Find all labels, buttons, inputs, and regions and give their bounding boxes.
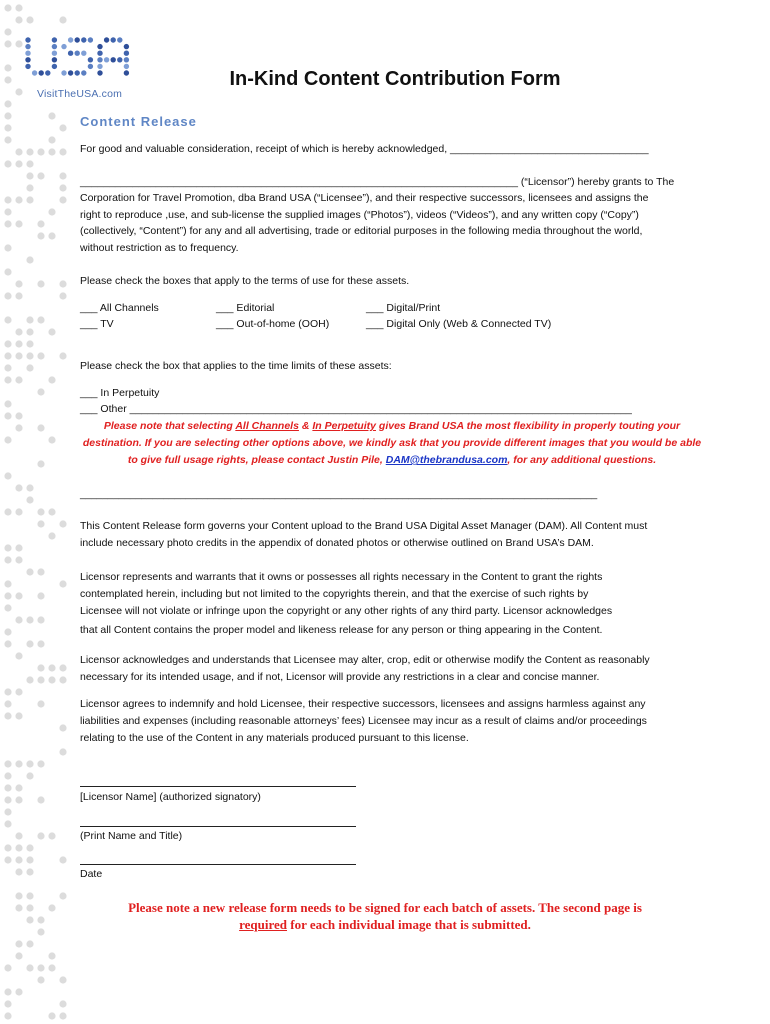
option-other[interactable]: ___ Other ______________________________________________________________________________________ xyxy=(80,403,632,415)
option-digital-only[interactable]: ___ Digital Only (Web & Connected TV) xyxy=(366,318,552,330)
intro-line-2: ___________________________________________________________________________ (“Licensor”) hereby grants to The xyxy=(80,176,675,188)
dam-email-link[interactable]: DAM@thebrandusa.com xyxy=(385,454,508,466)
warrant-paragraph-line-1: Licensor represents and warrants that it owns or possesses all rights necessary in the Content to grant the rights xyxy=(80,571,603,583)
alter-paragraph-line-2: necessary for its intended usage, and if not, Licensor will provide any restrictions in a clear and concise manner. xyxy=(80,671,600,683)
alter-paragraph-line-1: Licensor acknowledges and understands that Licensee may alter, crop, edit or otherwise modify the Content as reasonably xyxy=(80,654,650,666)
usage-rights-note xyxy=(80,418,704,469)
print-name-label: (Print Name and Title) xyxy=(80,830,183,842)
section-divider: _____________________________________________________________________________________________ xyxy=(80,489,598,500)
section-title: Content Release xyxy=(80,114,197,129)
warrant-paragraph-line-3: Licensee will not violate or infringe upon the copyright or any other rights of any third party. Licensor acknowledges xyxy=(80,605,613,617)
final-note-line-1: Please note a new release form needs to be signed for each batch of assets. The second page is xyxy=(128,900,642,915)
date-line[interactable] xyxy=(80,864,356,865)
option-in-perpetuity[interactable]: ___ In Perpetuity xyxy=(80,387,160,399)
licensor-signature-line[interactable] xyxy=(80,786,356,787)
note-all-channels: All Channels xyxy=(235,420,299,432)
intro-line-3: Corporation for Travel Promotion, dba Brand USA (“Licensee”), and their respective successors, licensees and assigns the xyxy=(80,192,649,204)
final-note-line-2-rest: for each individual image that is submitted. xyxy=(287,917,531,932)
option-all-channels[interactable]: ___ All Channels xyxy=(80,302,159,314)
licensor-signature-label: [Licensor Name] (authorized signatory) xyxy=(80,791,261,803)
indemnify-paragraph-line-2: liabilities and expenses (including reasonable attorneys’ fees) Licensee may incur as a result of claims and/or proceedings xyxy=(80,715,647,727)
final-note-required: required xyxy=(239,917,288,932)
print-name-line[interactable] xyxy=(80,826,356,827)
note-text-1: Please note that selecting xyxy=(103,420,236,432)
time-prompt: Please check the box that applies to the time limits of these assets: xyxy=(80,360,392,372)
note-text-2: gives Brand USA the most flexibility in properly touting your destination. If you are selecting other options above, we kindly ask that you provide different images that you would be able to give full usage rights, please contact Justin Pile, xyxy=(82,420,702,466)
intro-line-6: without restriction as to frequency. xyxy=(80,242,239,254)
warrant-paragraph-line-2: contemplated herein, including but not limited to the copyrights therein, and that the exercise of such rights by xyxy=(80,588,589,600)
indemnify-paragraph-line-3: relating to the use of the Content in any materials produced pursuant to this license. xyxy=(80,732,469,744)
intro-line-4: right to reproduce ,use, and sub-license the supplied images (“Photos”), videos (“Videos”), and any written copy (“Copy”) xyxy=(80,209,639,221)
final-note-line-2 xyxy=(80,916,690,933)
option-tv[interactable]: ___ TV xyxy=(80,318,114,330)
note-text-3: , for any additional questions. xyxy=(507,454,657,466)
date-label: Date xyxy=(80,868,103,880)
logo-site-text: VisitTheUSA.com xyxy=(37,88,123,100)
note-in-perpetuity: In Perpetuity xyxy=(312,420,376,432)
decorative-dot-pattern xyxy=(0,0,80,1024)
option-editorial[interactable]: ___ Editorial xyxy=(216,302,275,314)
intro-line-5: (collectively, “Content”) for any and all advertising, trade or editorial purposes in the following media throughout the world, xyxy=(80,225,643,237)
indemnify-paragraph-line-1: Licensor agrees to indemnify and hold Licensee, their respective successors, licensees and assigns harmless against any xyxy=(80,698,646,710)
option-ooh[interactable]: ___ Out-of-home (OOH) xyxy=(216,318,330,330)
terms-prompt: Please check the boxes that apply to the terms of use for these assets. xyxy=(80,275,410,287)
final-release-note xyxy=(80,899,690,933)
note-amp: & xyxy=(298,420,313,432)
warrant-paragraph-line-4: that all Content contains the proper model and likeness release for any person or thing appearing in the Content. xyxy=(80,624,603,636)
page-title: In-Kind Content Contribution Form xyxy=(229,68,561,90)
dam-paragraph-line-1: This Content Release form governs your Content upload to the Brand USA Digital Asset Manager (DAM). All Content must xyxy=(80,520,648,532)
intro-line-1: For good and valuable consideration, receipt of which is hereby acknowledged, __________________________________ xyxy=(80,143,649,155)
dam-paragraph-line-2: include necessary photo credits in the appendix of donated photos or otherwise outlined on Brand USA’s DAM. xyxy=(80,537,594,549)
option-digital-print[interactable]: ___ Digital/Print xyxy=(366,302,441,314)
